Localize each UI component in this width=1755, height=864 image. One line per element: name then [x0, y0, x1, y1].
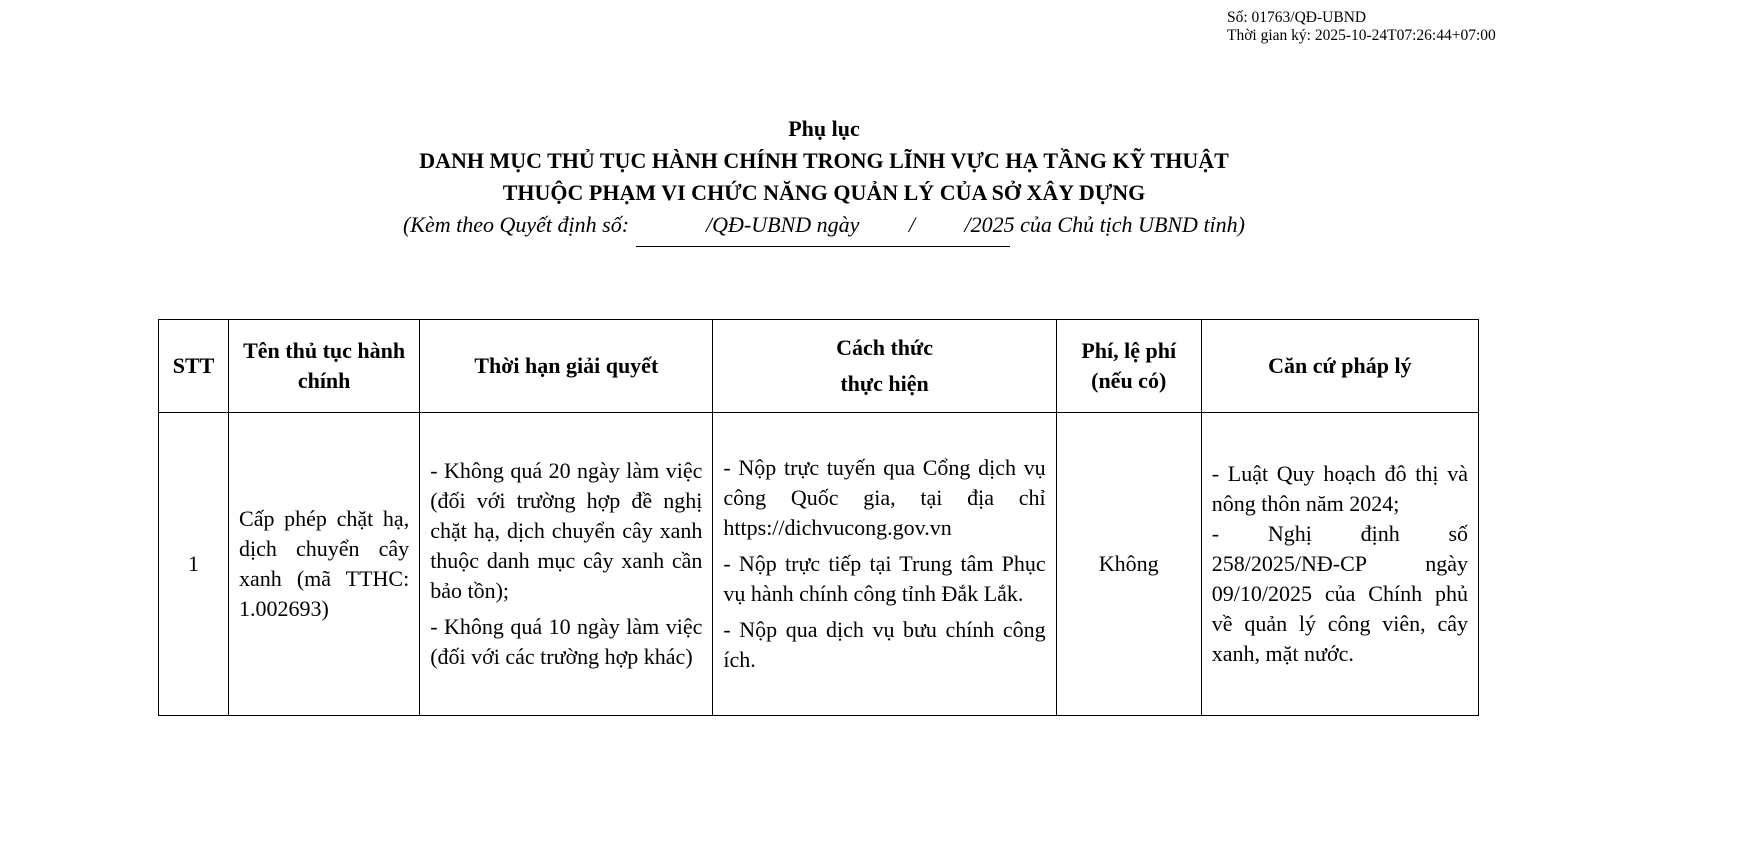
header-fee: Phí, lệ phí (nếu có)	[1056, 320, 1201, 413]
signed-time: Thời gian ký: 2025-10-24T07:26:44+07:00	[1227, 27, 1496, 44]
method-item: - Nộp trực tiếp tại Trung tâm Phục vụ hành chính công tỉnh Đắk Lắk.	[723, 551, 1046, 606]
header-method-line-2: thực hiện	[840, 371, 929, 396]
digital-signature-block	[1227, 9, 1496, 45]
heading-divider	[636, 246, 1010, 247]
document-heading	[0, 113, 1648, 241]
cell-fee: Không	[1056, 413, 1201, 716]
cell-stt: 1	[159, 413, 229, 716]
cell-method	[713, 413, 1056, 716]
table-header-row	[159, 320, 1479, 413]
law-item: - Luật Quy hoạch đô thị và nông thôn năm 2024;	[1211, 461, 1468, 516]
title-line-2: THUỘC PHẠM VI CHỨC NĂNG QUẢN LÝ CỦA SỞ XÂY DỰNG	[502, 180, 1146, 205]
title-line-1: DANH MỤC THỦ TỤC HÀNH CHÍNH TRONG LĨNH VỰC HẠ TẦNG KỸ THUẬT	[419, 148, 1229, 173]
header-time: Thời hạn giải quyết	[420, 320, 713, 413]
procedure-table	[158, 319, 1479, 716]
cell-name: Cấp phép chặt hạ, dịch chuyển cây xanh (mã TTHC: 1.002693)	[229, 413, 420, 716]
method-item: - Nộp trực tuyến qua Cổng dịch vụ công Quốc gia, tại địa chỉ https://dichvucong.gov.vn	[723, 455, 1046, 540]
subtitle: (Kèm theo Quyết định số: /QĐ-UBND ngày / /2025 của Chủ tịch UBND tỉnh)	[402, 212, 1245, 237]
cell-time	[420, 413, 713, 716]
header-name: Tên thủ tục hành chính	[229, 320, 420, 413]
method-item: - Nộp qua dịch vụ bưu chính công ích.	[723, 617, 1046, 672]
cell-law	[1201, 413, 1478, 716]
header-method	[713, 320, 1056, 413]
law-item: - Nghị định số 258/2025/NĐ-CP ngày 09/10/2025 của Chính phủ về quản lý công viên, cây xanh, mặt nước.	[1211, 521, 1468, 666]
appendix-label: Phụ lục	[788, 116, 860, 141]
time-item: - Không quá 10 ngày làm việc (đối với các trường hợp khác)	[430, 614, 703, 669]
header-stt: STT	[159, 320, 229, 413]
time-item: - Không quá 20 ngày làm việc (đối với trường hợp đề nghị chặt hạ, dịch chuyển cây xanh thuộc danh mục cây xanh cần bảo tồn);	[430, 458, 703, 603]
table-row	[159, 413, 1479, 716]
header-method-line-1: Cách thức	[836, 335, 933, 360]
decision-number: Số: 01763/QĐ-UBND	[1227, 9, 1367, 26]
header-law: Căn cứ pháp lý	[1201, 320, 1478, 413]
